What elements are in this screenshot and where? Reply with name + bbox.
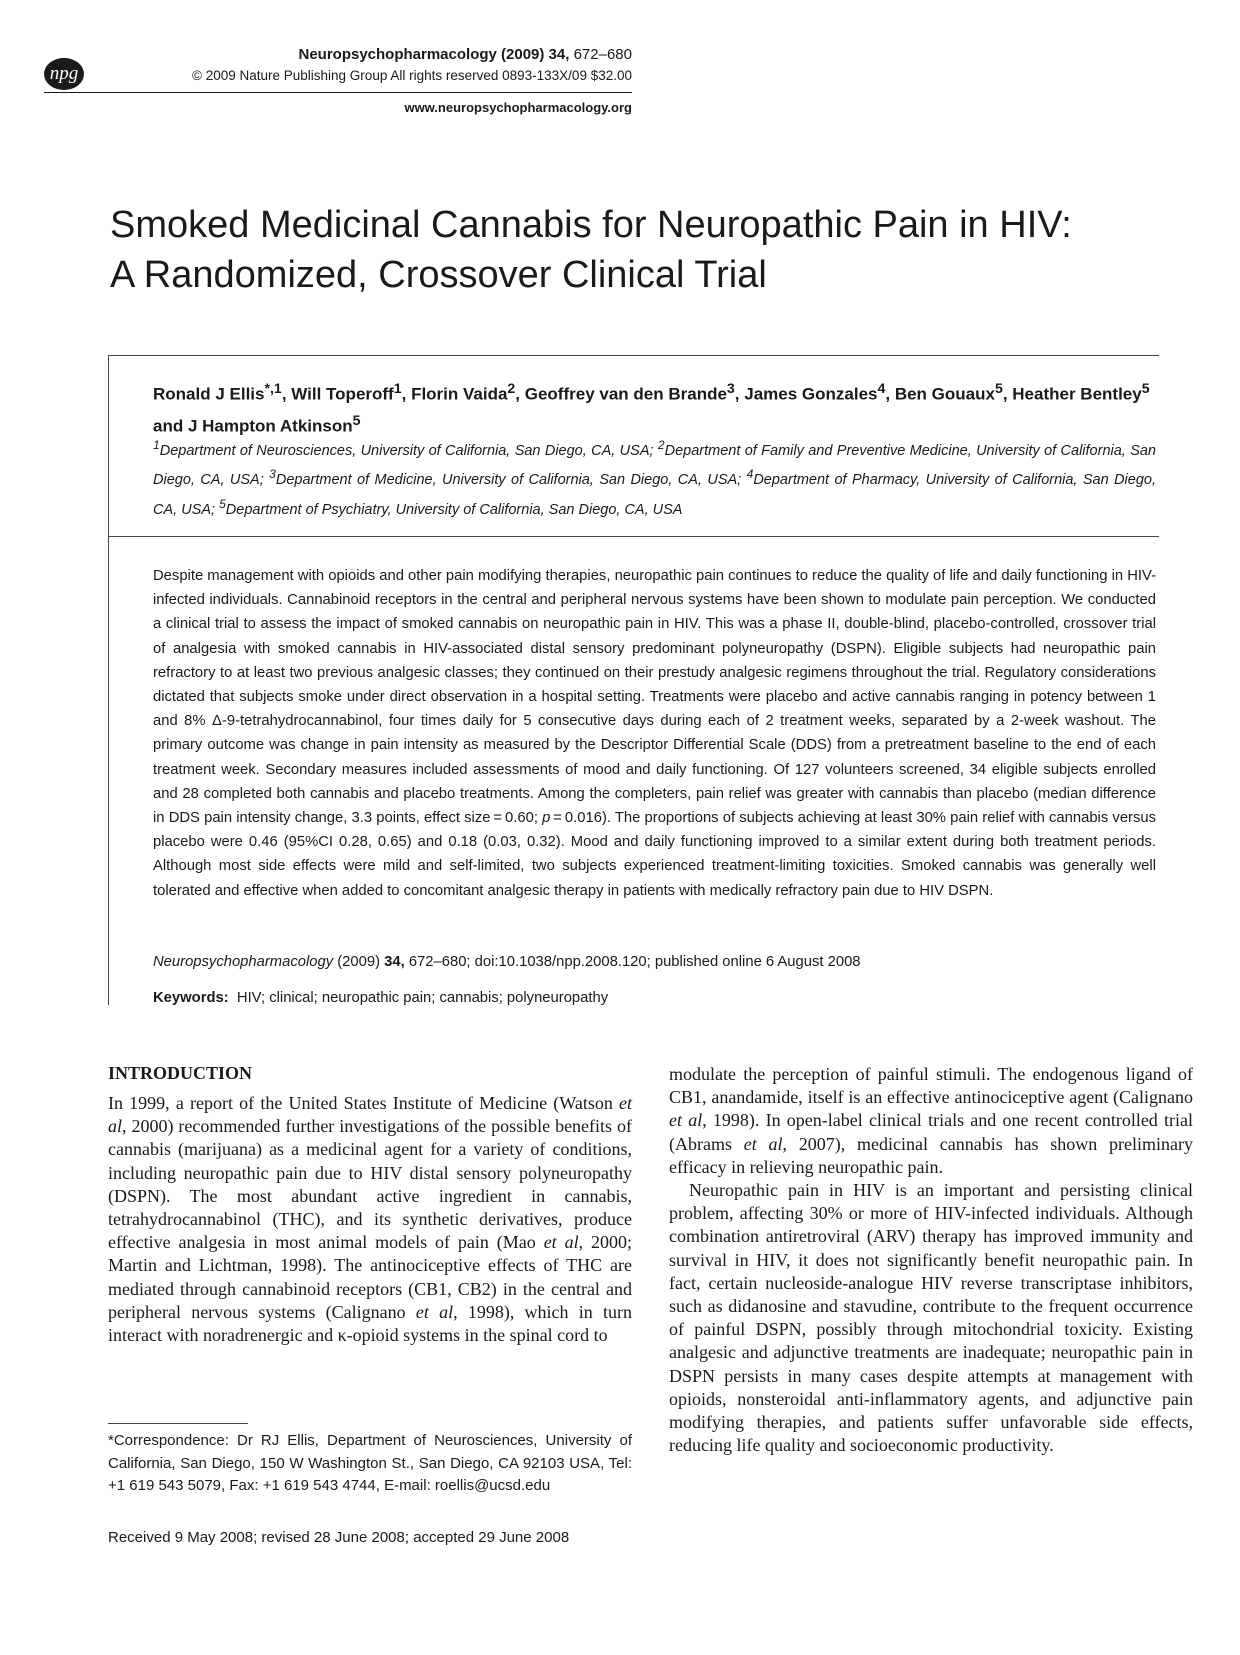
author-name: Ronald J Ellis	[153, 384, 265, 404]
citation-volume: 34,	[384, 954, 405, 970]
author-affiliation-mark: 4	[877, 381, 886, 397]
intro-heading: INTRODUCTION	[108, 1063, 253, 1083]
author-affiliation-mark: 5	[994, 381, 1003, 397]
logo-text: npg	[49, 63, 79, 84]
author-affiliation-mark: 5	[1141, 381, 1150, 397]
citation-year: (2009)	[333, 954, 385, 970]
author-affiliation-mark: 2	[507, 381, 516, 397]
keywords-line	[153, 986, 1156, 1010]
affiliation-text: Department of Psychiatry, University of California, San Diego, CA, USA	[225, 501, 683, 518]
abstract: Despite management with opioids and other pain modifying therapies, neuropathic pain continues to reduce the quality of life and daily functioning in HIV-infected individuals. Cannabinoid receptors in the central and peripheral nervous systems have been shown to modulate pain perception. We conducted a clinical trial to assess the impact of smoked cannabis on neuropathic pain in HIV. This was a phase II, double-blind, placebo-controlled, crossover trial of analgesia with smoked cannabis in HIV-associated distal sensory predominant polyneuropathy (DSPN). Eligible subjects had neuropathic pain refractory to at least two previous analgesic classes; they continued on their prestudy analgesic regimens throughout the trial. Regulatory considerations dictated that subjects smoke under direct observation in a hospital setting. Treatments were placebo and active cannabis ranging in potency between 1 and 8% Δ-9-tetrahydrocannabinol, four times daily for 5 consecutive days during each of 2 treatment weeks, separated by a 2-week washout. The primary outcome was change in pain intensity as measured by the Descriptor Differential Scale (DDS) from a pretreatment baseline to the end of each treatment week. Secondary measures included assessments of mood and daily functioning. Of 127 volunteers screened, 34 eligible subjects enrolled and 28 completed both cannabis and placebo treatments. Among the completers, pain relief was greater with cannabis than placebo (median difference in DDS pain intensity change, 3.3 points, effect size = 0.60; p = 0.016). The proportions of subjects achieving at least 30% pain relief with cannabis versus placebo were 0.46 (95%CI 0.28, 0.65) and 0.18 (0.03, 0.32). Mood and daily functioning improved to a similar extent during both treatment periods. Although most side effects were mild and self-limited, two subjects experienced treatment-limiting toxicities. Smoked cannabis was generally well tolerated and effective when added to concomitant analgesic therapy in patients with medically refractory pain due to HIV DSPN.	[153, 568, 1156, 899]
author-separator: ,	[885, 384, 895, 404]
journal-name: Neuropsychopharmacology (2009) 34,	[298, 46, 570, 63]
affiliation-text: Department of Neurosciences, University of California, San Diego, CA, USA;	[159, 442, 658, 459]
journal-website-link[interactable]: www.neuropsychopharmacology.org	[404, 100, 632, 115]
journal-line	[200, 46, 632, 63]
author-name: Geoffrey van den Brande	[524, 384, 727, 404]
citation-journal: Neuropsychopharmacology	[153, 954, 334, 970]
title-line-2: A Randomized, Crossover Clinical Trial	[110, 254, 767, 296]
intro-left-column: In 1999, a report of the United States Institute of Medicine (Watson et al, 2000) recommended further investigations of the possible benefits of cannabis (marijuana) as a medicinal agent for a variety of conditions, including neuropathic pain due to HIV distal sensory polyneuropathy (DSPN). The most abundant active ingredient in cannabis, tetrahydrocannabinol (THC), and its synthetic derivatives, produce effective analgesia in most animal models of pain (Mao et al, 2000; Martin and Lichtman, 1998). The antinociceptive effects of THC are mediated through cannabinoid receptors (CB1, CB2) in the central and peripheral nervous systems (Calignano et al, 1998), which in turn interact with noradrenergic and κ-opioid systems in the spinal cord to	[108, 1093, 632, 1346]
keywords-text: HIV; clinical; neuropathic pain; cannabis; polyneuropathy	[228, 990, 609, 1006]
affiliation-number: 4	[746, 467, 754, 482]
author-affiliation-mark: *,1	[264, 381, 282, 397]
affiliations	[153, 434, 1156, 522]
correspondence-footnote: *Correspondence: Dr RJ Ellis, Department of Neurosciences, University of California, San Diego, 150 W Washington St., San Diego, CA 92103 USA, Tel: +1 619 543 5079, Fax: +1 619 543 4744, E-mail: roellis@ucsd.edu	[108, 1432, 632, 1494]
author-separator: ,	[1002, 384, 1013, 404]
author-separator: ,	[401, 384, 412, 404]
author-name: Florin Vaida	[411, 384, 508, 404]
author-name: J Hampton Atkinson	[187, 416, 353, 436]
copyright-line: © 2009 Nature Publishing Group All rights reserved 0893-133X/09 $32.00	[192, 68, 632, 83]
citation-line	[153, 950, 1156, 974]
affiliation-text: Department of Family and Preventive Medicine, University of California, San Diego, CA, USA;	[153, 442, 1156, 489]
abstract-rule	[108, 535, 109, 1005]
author-separator: ,	[515, 384, 525, 404]
header-rule	[44, 92, 632, 93]
affiliation-number: 5	[219, 496, 226, 511]
author-separator: and	[153, 416, 188, 436]
author-name: Ben Gouaux	[894, 384, 995, 404]
author-list	[153, 376, 1153, 439]
author-name: James Gonzales	[744, 384, 878, 404]
author-name: Heather Bentley	[1012, 384, 1142, 404]
affiliation-text: Department of Pharmacy, University of California, San Diego, CA, USA;	[153, 472, 1156, 518]
author-separator: ,	[281, 384, 292, 404]
intro-paragraph: modulate the perception of painful stimuli. The endogenous ligand of CB1, anandamide, itself is an effective antinociceptive agent (Calignano et al, 1998). In open-label clinical trials and one recent controlled trial (Abrams et al, 2007), medicinal cannabis has shown preliminary efficacy in relieving neuropathic pain.	[669, 1064, 1193, 1177]
author-affiliation-mark: 5	[352, 412, 361, 429]
keywords-label: Keywords:	[153, 990, 229, 1006]
author-affiliation-mark: 3	[726, 381, 735, 397]
footnote-rule	[108, 1423, 248, 1424]
affiliation-text: Department of Medicine, University of California, San Diego, CA, USA;	[275, 472, 747, 489]
affiliation-number: 3	[269, 467, 276, 482]
received-dates: Received 9 May 2008; revised 28 June 2008; accepted 29 June 2008	[108, 1529, 570, 1546]
npg-logo	[44, 58, 84, 90]
intro-right-column	[669, 1063, 1193, 1457]
author-affiliation-mark: 1	[393, 381, 402, 397]
author-separator: ,	[734, 384, 745, 404]
affiliation-number: 1	[153, 438, 160, 452]
intro-paragraph: Neuropathic pain in HIV is an important and persisting clinical problem, affecting 30% or more of HIV-infected individuals. Although combination antiretroviral (ARV) therapy has improved immunity and survival in HIV, it does not significantly benefit neuropathic pain. In fact, certain nucleoside-analogue HIV reverse transcriptase inhibitors, such as didanosine and stavudine, contribute to the frequent occurrence of painful DSPN, possibly through mitochondrial toxicity. Existing analgesic and adjunctive treatments are inadequate; neuropathic pain in DSPN persists in many cases despite attempts at management with opioids, nonsteroidal anti-inflammatory agents, and adjunctive pain modifying therapies, and patients suffer unfavorable side effects, reducing life quality and socioeconomic productivity.	[669, 1180, 1193, 1456]
journal-pages: 672–680	[569, 46, 632, 63]
title-line-1: Smoked Medicinal Cannabis for Neuropathic Pain in HIV:	[110, 204, 1072, 246]
author-name: Will Toperoff	[291, 384, 394, 404]
article-title	[110, 200, 1170, 300]
citation-doi[interactable]: 672–680; doi:10.1038/npp.2008.120; published online 6 August 2008	[404, 954, 861, 970]
affiliation-number: 2	[657, 438, 665, 452]
